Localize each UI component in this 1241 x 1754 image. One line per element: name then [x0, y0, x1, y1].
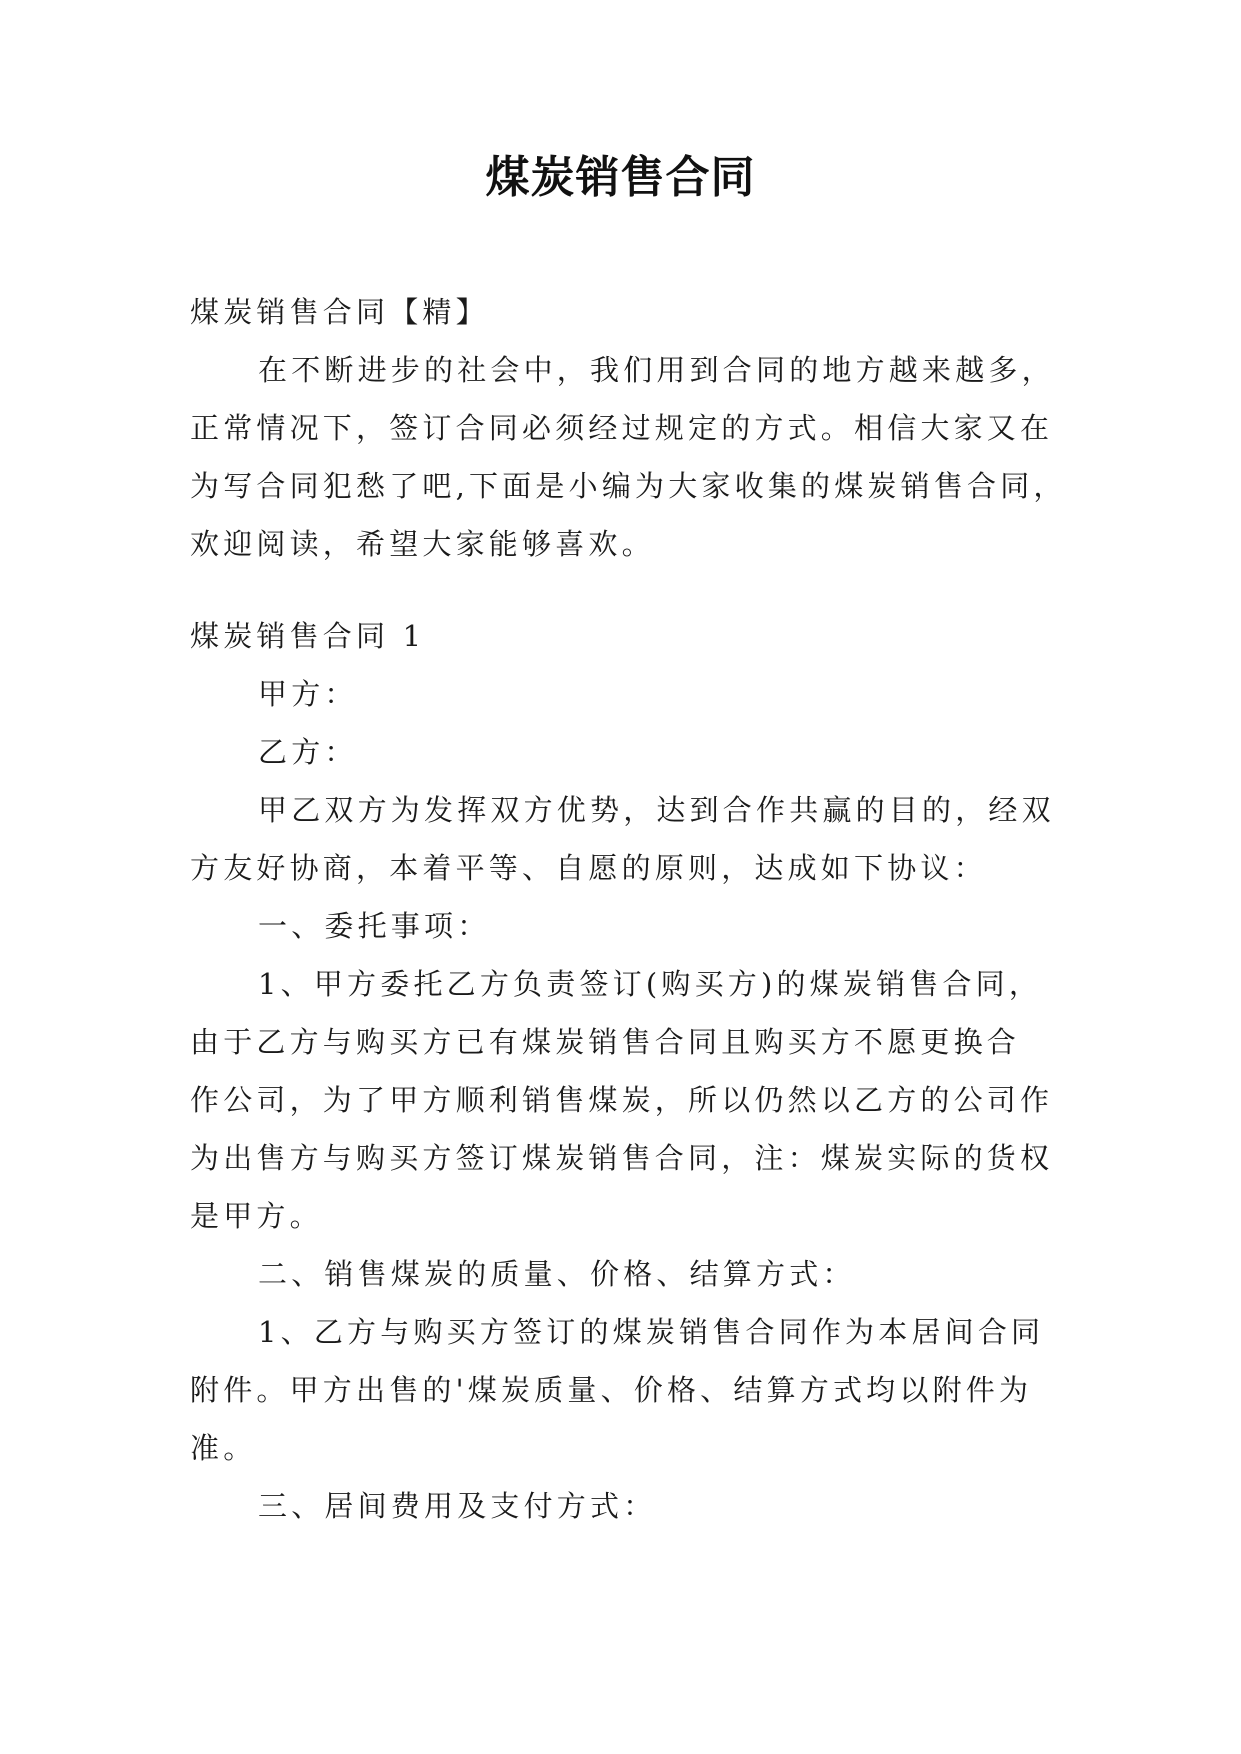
preamble-line: 方友好协商，本着平等、自愿的原则，达成如下协议：	[190, 851, 987, 885]
section-1-item-1-line: 是甲方。	[190, 1199, 323, 1233]
preamble-paragraph	[190, 781, 1056, 897]
section-2-item-1-line: 准。	[190, 1431, 257, 1465]
preamble-line: 甲乙双方为发挥双方优势，达到合作共赢的目的，经双	[258, 793, 1055, 827]
section-1-item-1-line: 为出售方与购买方签订煤炭销售合同，注：煤炭实际的货权	[190, 1141, 1054, 1175]
document-title: 煤炭销售合同	[485, 152, 756, 203]
intro-line: 正常情况下，签订合同必须经过规定的方式。相信大家又在	[190, 411, 1054, 445]
section-2-item-1	[190, 1303, 1056, 1477]
section-1-item-1	[190, 955, 1056, 1245]
intro-line: 在不断进步的社会中，我们用到合同的地方越来越多，	[258, 353, 1055, 387]
contract-heading: 煤炭销售合同 1	[190, 619, 426, 653]
section-1-item-1-line: 由于乙方与购买方已有煤炭销售合同且购买方不愿更换合	[190, 1025, 1021, 1059]
paragraph-gap	[190, 573, 1056, 607]
party-b-label: 乙方：	[258, 735, 358, 769]
section-3-title: 三、居间费用及支付方式：	[258, 1489, 657, 1523]
intro-heading: 煤炭销售合同【精】	[190, 295, 489, 329]
intro-paragraph	[190, 341, 1067, 573]
section-2-title: 二、销售煤炭的质量、价格、结算方式：	[258, 1257, 856, 1291]
party-a-label: 甲方：	[258, 677, 358, 711]
section-1-title: 一、委托事项：	[258, 909, 491, 943]
intro-line: 欢迎阅读，希望大家能够喜欢。	[190, 527, 655, 561]
intro-line: 为写合同犯愁了吧,下面是小编为大家收集的煤炭销售合同，	[190, 469, 1067, 503]
section-2-item-1-line: 1、乙方与购买方签订的煤炭销售合同作为本居间合同	[258, 1315, 1045, 1349]
document-body	[190, 283, 1067, 1535]
section-1-item-1-line: 作公司，为了甲方顺利销售煤炭，所以仍然以乙方的公司作	[190, 1083, 1054, 1117]
section-1-item-1-line: 1、甲方委托乙方负责签订(购买方)的煤炭销售合同，	[258, 967, 1043, 1001]
section-2-item-1-line: 附件。甲方出售的'煤炭质量、价格、结算方式均以附件为	[190, 1373, 1033, 1407]
